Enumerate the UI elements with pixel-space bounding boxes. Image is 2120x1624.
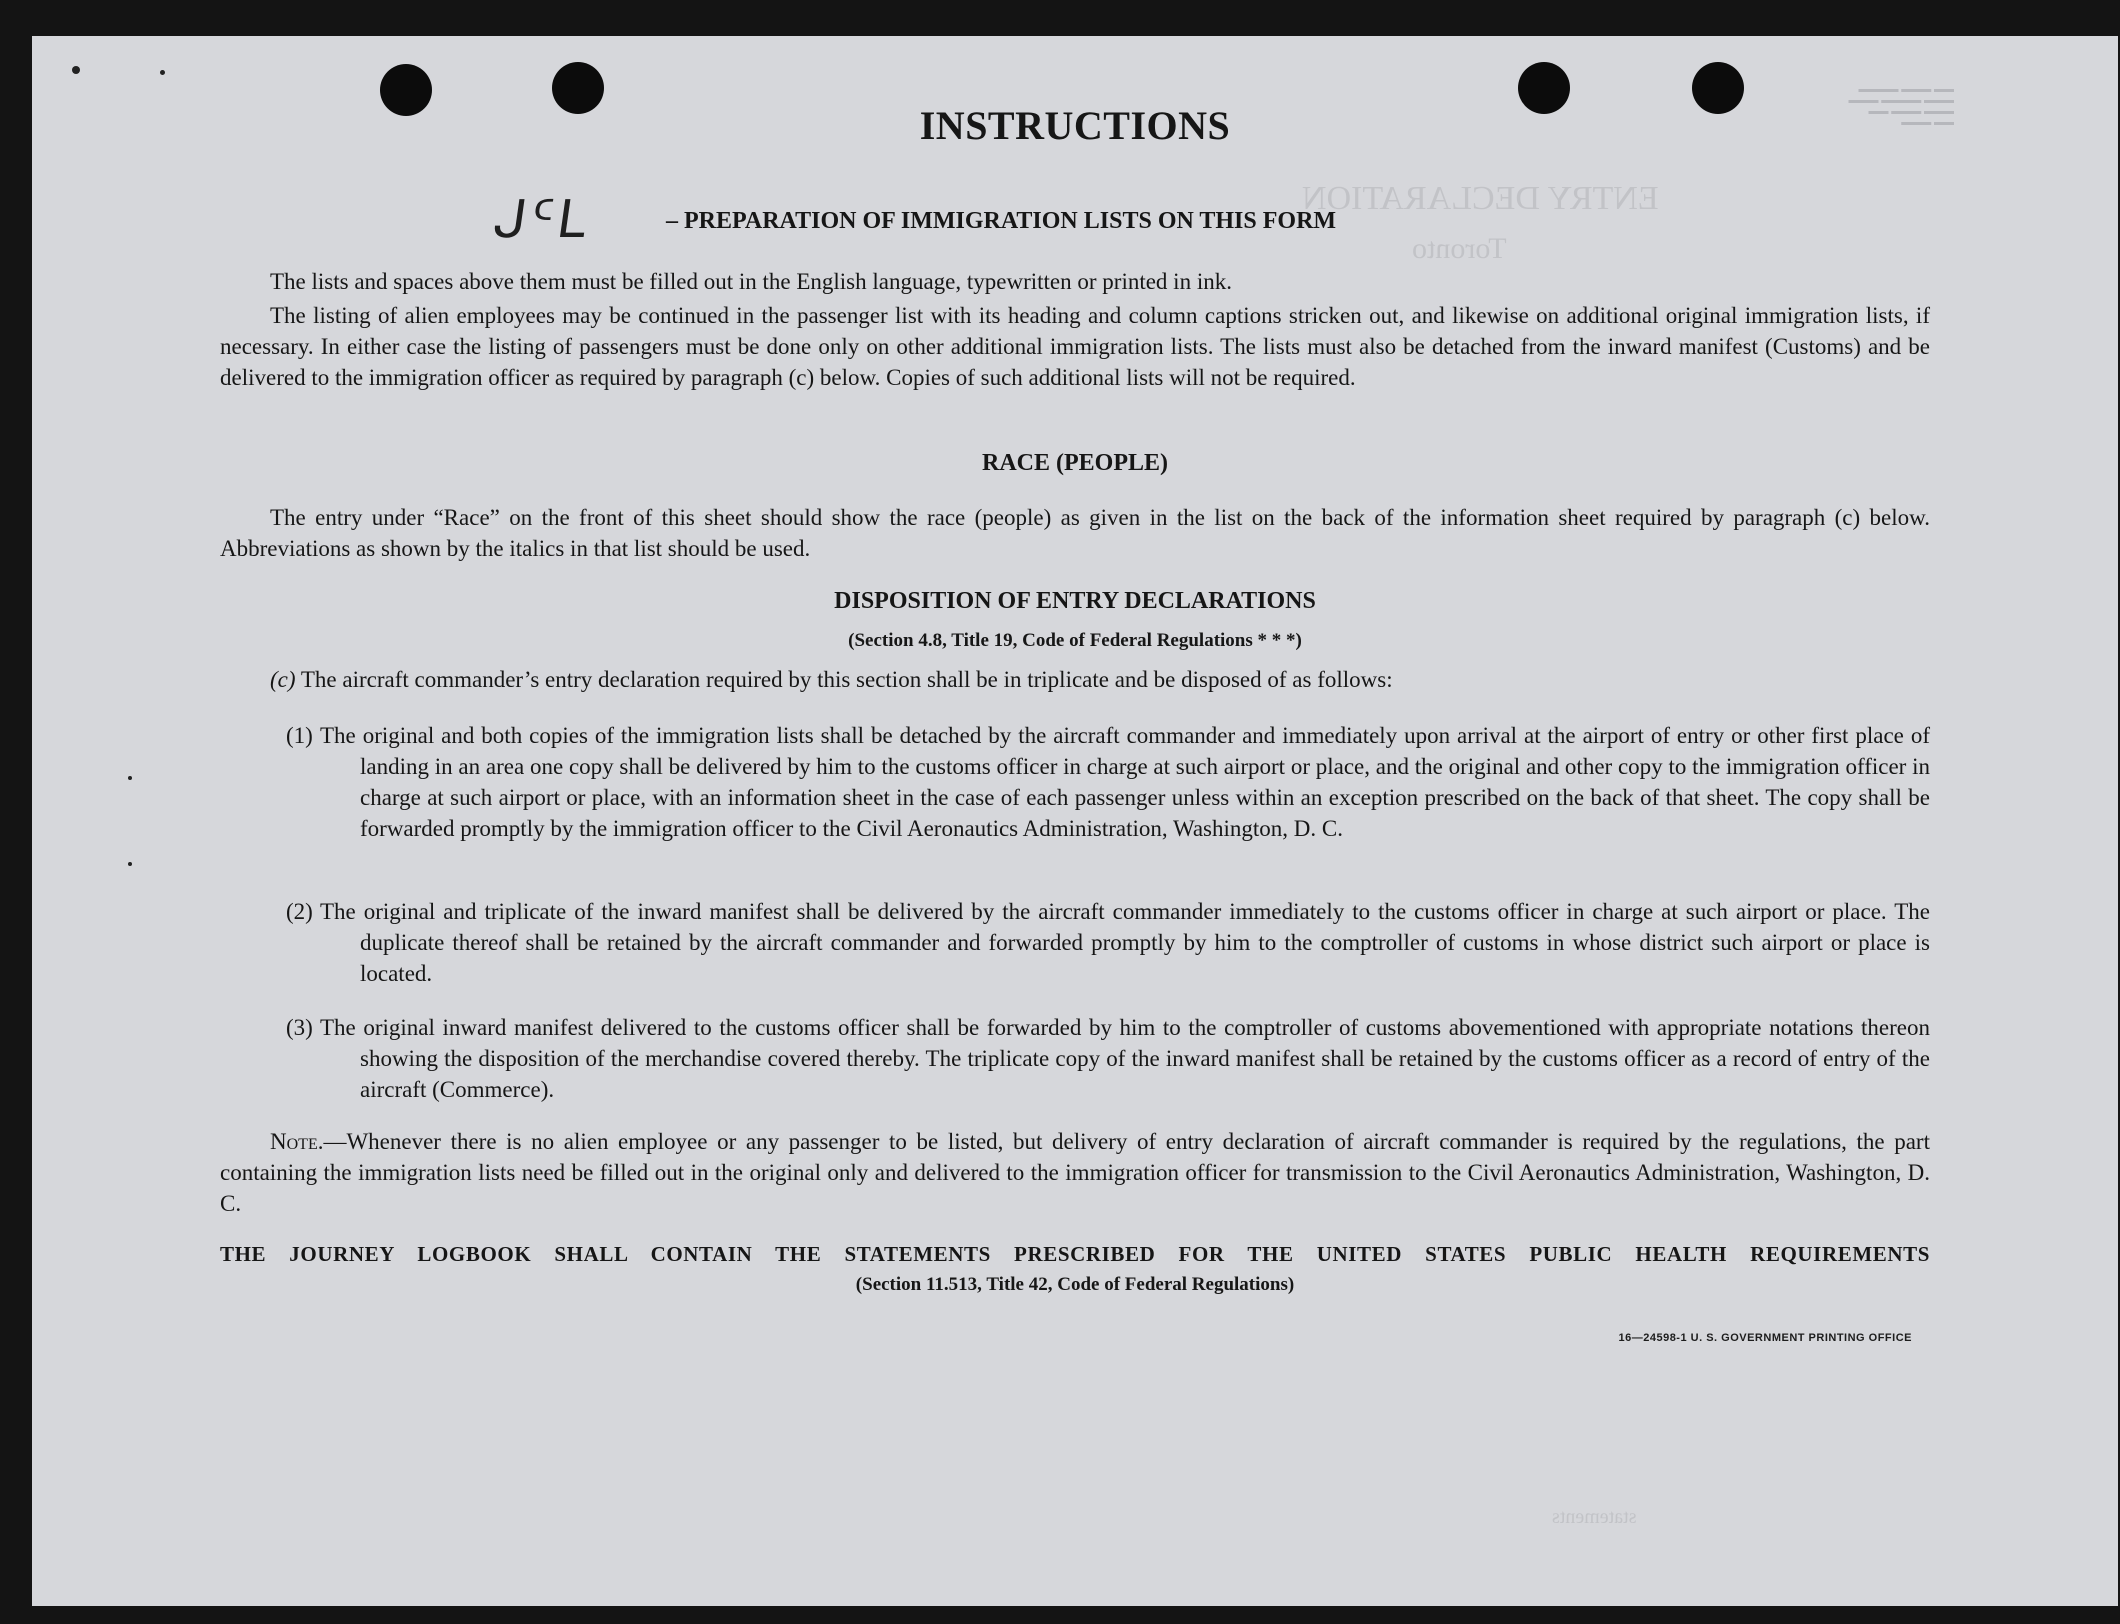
handwritten-annotation: ᒍᑦᒪ (489, 190, 595, 250)
list-item-number: (1) (286, 723, 313, 748)
paragraph-race (220, 502, 1930, 564)
list-item-1 (286, 720, 1930, 844)
health-requirements-line: THE JOURNEY LOGBOOK SHALL CONTAIN THE STATEMENTS PRESCRIBED FOR THE UNITED STATES PUBLIC HEALTH REQUIREMENTS (220, 1242, 1930, 1266)
document-page (32, 36, 2118, 1606)
list-item-2 (286, 896, 1930, 989)
section-heading-preparation: – PREPARATION OF IMMIGRATION LISTS ON THIS FORM (666, 208, 1337, 234)
paragraph-text: The entry under “Race” on the front of this sheet should show the race (people) as given in the list on the back of the information sheet required by paragraph (c) below. Abbreviations as shown by the italics in that list should be used. (220, 505, 1930, 561)
list-item-text: The original inward manifest delivered to the customs officer shall be forwarded by him to the comptroller of customs abovementioned with appropriate notations thereon showing the disposition of the merchandise covered thereby. The triplicate copy of the inward manifest shall be retained by the customs officer as a record of entry of the aircraft (Commerce). (320, 1015, 1930, 1102)
list-item-3 (286, 1012, 1930, 1105)
show-through-text: ENTRY DECLARATION (1302, 180, 1659, 217)
health-requirements-citation: (Section 11.513, Title 42, Code of Federal Regulations) (855, 1274, 1295, 1295)
paragraph-label: (c) (270, 667, 296, 692)
show-through-stamp: ▬▬▬▬ ▬▬▬ ▬▬ ▬▬▬ ▬▬▬▬ ▬▬▬ ▬▬ ▬▬▬ ▬▬▬ ▬▬▬ ▬▬ (1848, 84, 1954, 128)
printer-imprint: 16—24598-1 U. S. GOVERNMENT PRINTING OFFICE (1618, 1332, 1912, 1344)
paragraph-disposition-c (220, 664, 1930, 695)
page-title: INSTRUCTIONS (919, 103, 1231, 148)
list-item-text: The original and triplicate of the inward manifest shall be delivered by the aircraft commander immediately to the customs officer in charge at such airport or place. The duplicate thereof shall be retained by the aircraft commander and forwarded promptly by him to the comptroller of customs in whose district such airport or place is located. (320, 899, 1930, 986)
show-through-text: Toronto (1412, 232, 1507, 265)
paragraph-text: The aircraft commander’s entry declaration required by this section shall be in triplicate and be disposed of as follows: (300, 667, 1393, 692)
paragraph-text: The listing of alien employees may be continued in the passenger list with its heading and column captions stricken out, and likewise on additional original immigration lists, if necessary. In either case the listing of passengers must be done only on other additional immigration lists. The lists must also be detached from the inward manifest (Customs) and be delivered to the immigration officer as required by paragraph (c) below. Copies of such additional lists will not be required. (220, 303, 1930, 390)
list-item-text: The original and both copies of the immigration lists shall be detached by the aircraft commander and immediately upon arrival at the airport of entry or other first place of landing in an area one copy shall be delivered by him to the customs officer in charge at such airport or place, and the original and other copy to the immigration officer in charge at such airport or place, with an information sheet in the case of each passenger unless within an exception prescribed on the back of that sheet. The copy shall be forwarded promptly by the immigration officer to the Civil Aeronautics Administration, Washington, D. C. (320, 723, 1930, 841)
note-label: Note. (270, 1129, 324, 1154)
paragraph-preparation-1 (220, 266, 1930, 297)
paragraph-note (220, 1126, 1930, 1219)
ink-speck (160, 70, 165, 75)
ink-speck (128, 862, 132, 866)
paragraph-preparation-2 (220, 300, 1930, 393)
ink-speck (72, 66, 80, 74)
list-item-number: (3) (286, 1015, 313, 1040)
list-item-number: (2) (286, 899, 313, 924)
section-heading-disposition: DISPOSITION OF ENTRY DECLARATIONS (834, 588, 1316, 614)
section-heading-race: RACE (PEOPLE) (982, 450, 1168, 476)
ink-speck (128, 776, 132, 780)
section-subheading-disposition: (Section 4.8, Title 19, Code of Federal Regulations * * *) (848, 630, 1302, 651)
paragraph-text: The lists and spaces above them must be filled out in the English language, typewritten or printed in ink. (270, 269, 1232, 294)
show-through-text: statements (1552, 1506, 1637, 1528)
paragraph-text: —Whenever there is no alien employee or any passenger to be listed, but delivery of entry declaration of aircraft commander is required by the regulations, the part containing the immigration lists need be filled out in the original only and delivered to the immigration officer for transmission to the Civil Aeronautics Administration, Washington, D. C. (220, 1129, 1930, 1216)
